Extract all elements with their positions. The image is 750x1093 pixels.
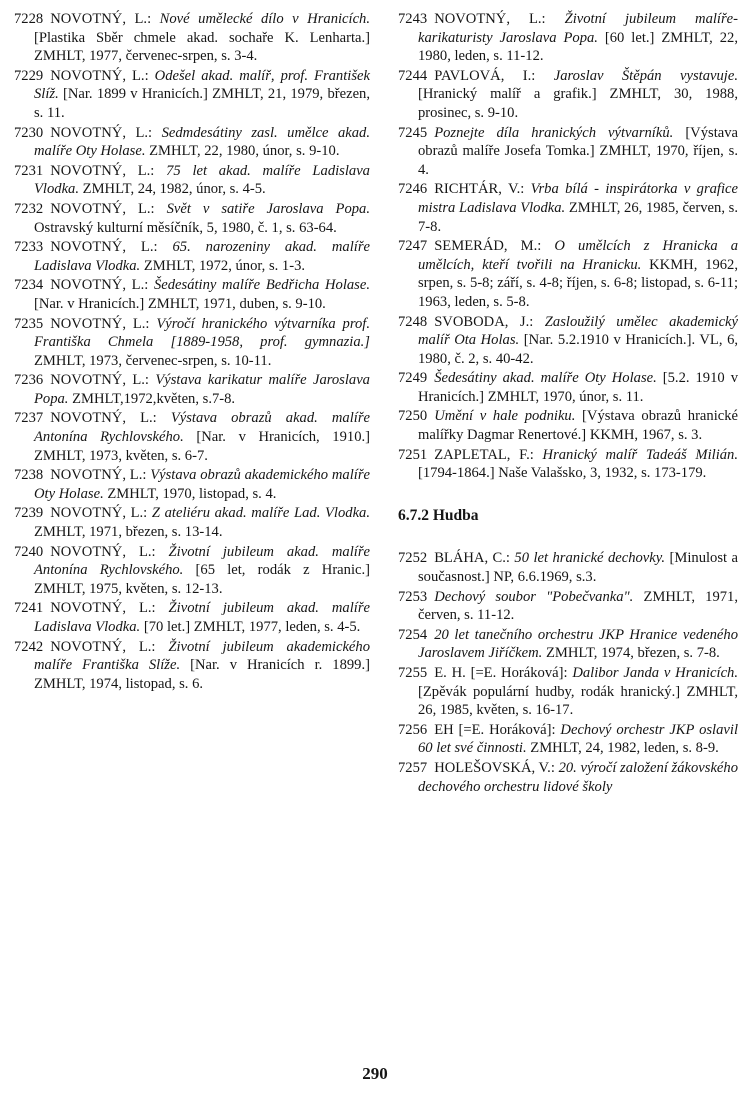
entry-number: 7229 [14, 67, 44, 84]
entry-details: ZMHLT, 1970, listopad, s. 4. [107, 485, 277, 502]
bibliography-entry [14, 504, 370, 541]
entry-number: 7254 [398, 626, 428, 643]
entry-title: Jaroslav Štěpán vystavuje. [553, 67, 738, 84]
entry-title: Poznejte díla hranických výtvarníků. [434, 124, 674, 141]
bibliography-entry [14, 315, 370, 371]
bibliography-entry [398, 369, 738, 406]
bibliography-entry [398, 237, 738, 311]
entry-author: NOVOTNÝ, L.: [50, 410, 157, 427]
bibliography-entry [398, 446, 738, 483]
entry-author: NOVOTNÝ, L.: [50, 315, 150, 332]
entry-details: [1794-1864.] Naše Valašsko, 3, 1932, s. 173-179. [418, 465, 707, 482]
entry-author: NOVOTNÝ, L.: [50, 200, 155, 217]
bibliography-entry [14, 409, 370, 465]
entry-title: Výstava obrazů akademického malíře Oty Holase. [34, 467, 370, 502]
entry-title: 75 let akad. malíře Ladislava Vlodka. [34, 162, 370, 198]
entry-details: [5.2. 1910 v Hranicích.] ZMHLT, 1970, únor, s. 11. [418, 370, 738, 405]
entry-title: 65. narozeniny akad. malíře Ladislava Vlodka. [34, 239, 370, 274]
entry-title: Dechový orchestr JKP oslavil 60 let své činnosti. [418, 721, 738, 757]
bibliography-entry [14, 238, 370, 275]
bibliography-entry [398, 664, 738, 720]
entry-author: HOLEŠOVSKÁ, V.: [434, 759, 555, 776]
entry-title: Sedmdesátiny zasl. umělce akad. malíře Oty Holase. [34, 124, 370, 160]
entry-number: 7237 [14, 410, 44, 427]
entry-title: 20. výročí založení žákovského dechového orchestru lidové školy [418, 759, 738, 795]
entry-details: [Minulost a současnost.] NP, 6.6.1969, s.3. [418, 550, 738, 586]
entry-author: NOVOTNÝ, L.: [50, 162, 155, 179]
entry-title: Hranický malíř Tadeáš Milián. [542, 446, 738, 463]
left-column [14, 10, 370, 694]
entry-details: [Zpěvák populární hudby, rodák hranický.] ZMHLT, 26, 1985, květen, s. 16-17. [418, 683, 738, 719]
entry-number: 7234 [14, 277, 44, 294]
entry-author: NOVOTNÝ, L.: [50, 600, 156, 617]
entry-details: [Nar. v Hranicích r. 1899.] ZMHLT, 1974, listopad, s. 6. [34, 657, 370, 692]
entry-details: [Hranický malíř a grafik.] ZMHLT, 30, 1988, prosinec, s. 9-10. [418, 86, 738, 121]
entry-title: Životní jubileum akad. malíře Antonína Rychlovského. [34, 543, 370, 579]
entry-details: [Nar. 5.2.1910 v Hranicích.]. VL, 6, 1980, č. 2, s. 40-42. [418, 332, 739, 367]
entry-details: [Výstava obrazů malíře Josefa Tomka.] ZMHLT, 1970, říjen, s. 4. [418, 124, 738, 178]
bibliography-entry [398, 588, 738, 625]
entry-number: 7236 [14, 372, 44, 389]
entry-title: 20 let tanečního orchestru JKP Hranice vedeného Jaroslavem Jiříčkem. [418, 626, 738, 662]
entry-number: 7232 [14, 200, 44, 217]
entry-title: Nové umělecké dílo v Hranicích. [159, 11, 370, 27]
entry-number: 7231 [14, 162, 44, 179]
entry-title: Zasloužilý umělec akademický malíř Ota Holas. [418, 313, 739, 349]
entry-author: NOVOTNÝ, L.: [50, 124, 153, 141]
bibliography-entry [14, 200, 370, 237]
entry-title: Odešel akad. malíř, prof. František Slíž. [34, 67, 370, 103]
entry-details: [60 let.] ZMHLT, 22, 1980, leden, s. 11-12. [418, 29, 738, 65]
entry-title: Šedesátiny malíře Bedřicha Holase. [153, 277, 370, 294]
entry-author: NOVOTNÝ, L.: [50, 505, 148, 522]
entry-title: Vrba bílá - inspirátorka v grafice mistra Ladislava Vlodka. [418, 181, 738, 216]
entry-number: 7250 [398, 408, 428, 425]
bibliography-entry [398, 721, 738, 758]
entry-title: O umělcích z Hranicka a umělcích, kteří tvořili na Hranicku. [418, 238, 738, 273]
entry-number: 7248 [398, 313, 428, 330]
entry-details: ZMHLT, 24, 1982, únor, s. 4-5. [82, 181, 266, 198]
section-heading: 6.7.2 Hudba [398, 506, 479, 524]
entry-title: Šedesátiny akad. malíře Oty Holase. [434, 370, 657, 387]
entry-details: [70 let.] ZMHLT, 1977, leden, s. 4-5. [143, 619, 361, 635]
entry-details: ZMHLT, 1974, březen, s. 7-8. [545, 645, 720, 662]
bibliography-entry [398, 10, 738, 66]
entry-details: ZMHLT, 26, 1985, červen, s. 7-8. [418, 199, 738, 235]
right-column [398, 10, 738, 797]
entry-number: 7241 [14, 600, 44, 617]
entry-title: Výstava karikatur malíře Jaroslava Popa. [34, 372, 370, 407]
entry-title: Dalibor Janda v Hranicích. [572, 665, 738, 681]
bibliography-entry [14, 543, 370, 599]
entry-title: Výročí hranického výtvarníka prof. Františka Chmela [1889-1958, prof. gymnazia.] [34, 315, 370, 351]
entry-number: 7243 [398, 11, 428, 27]
entry-details: ZMHLT, 1973, červenec-srpen, s. 10-11. [34, 352, 272, 369]
bibliography-entry [398, 124, 738, 180]
entry-title: Výstava obrazů akad. malíře Antonína Rychlovského. [34, 410, 370, 446]
entry-author: NOVOTNÝ, L.: [50, 543, 156, 560]
bibliography-entry [398, 549, 738, 586]
bibliography-entry [398, 407, 738, 444]
entry-author: PAVLOVÁ, I.: [434, 67, 536, 84]
entry-details: KKMH, 1962, srpen, s. 5-8; září, s. 4-8; říjen, s. 6-8; listopad, s. 6-11; 1963, leden, s. 5-8. [418, 256, 738, 310]
entry-author: BLÁHA, C.: [434, 550, 510, 567]
entry-number: 7239 [14, 505, 44, 522]
entry-number: 7242 [14, 638, 44, 655]
entry-details: [65 let, rodák z Hranic.] ZMHLT, 1975, květen, s. 12-13. [34, 562, 370, 597]
entry-number: 7238 [14, 467, 44, 484]
entry-details: [Nar. 1899 v Hranicích.] ZMHLT, 21, 1979, březen, s. 11. [34, 86, 370, 121]
entry-title: Z ateliéru akad. malíře Lad. Vlodka. [151, 505, 370, 522]
entry-number: 7235 [14, 315, 44, 332]
right-column-bottom [398, 549, 738, 796]
entry-number: 7228 [14, 11, 44, 27]
entry-number: 7240 [14, 543, 44, 560]
bibliography-entry [14, 10, 370, 66]
entry-title: Životní jubileum akad. malíře Ladislava Vlodka. [34, 600, 370, 635]
entry-author: E. H. [=E. Horáková]: [434, 665, 568, 681]
entry-number: 7253 [398, 588, 428, 605]
bibliography-entry [398, 67, 738, 123]
bibliography-entry [398, 180, 738, 236]
entry-author: RICHTÁR, V.: [434, 181, 525, 198]
bibliography-entry [14, 67, 370, 123]
entry-number: 7245 [398, 124, 428, 141]
entry-author: NOVOTNÝ, L.: [50, 67, 149, 84]
bibliography-entry [398, 626, 738, 663]
bibliography-entry [14, 638, 370, 694]
entry-title: Umění v hale podniku. [434, 408, 576, 425]
bibliography-entry [14, 162, 370, 199]
entry-title: 50 let hranické dechovky. [514, 550, 666, 567]
entry-details: [Výstava obrazů hranické malířky Dagmar Renertové.] KKMH, 1967, s. 3. [418, 408, 739, 444]
entry-details: ZMHLT, 22, 1980, únor, s. 9-10. [149, 143, 340, 160]
entry-details: ZMHLT, 1971, březen, s. 13-14. [34, 524, 223, 541]
entry-number: 7257 [398, 759, 428, 776]
entry-details: ZMHLT,1972,květen, s.7-8. [72, 390, 236, 407]
entry-author: SVOBODA, J.: [434, 313, 534, 330]
entry-number: 7247 [398, 238, 428, 255]
entry-details: Ostravský kulturní měsíčník, 5, 1980, č. 1, s. 63-64. [34, 219, 337, 236]
bibliography-entry [14, 371, 370, 408]
entry-author: SEMERÁD, M.: [434, 238, 542, 255]
entry-number: 7244 [398, 67, 428, 84]
entry-number: 7233 [14, 239, 44, 256]
bibliography-entry [398, 313, 738, 369]
entry-number: 7230 [14, 124, 44, 141]
bibliography-entry [398, 759, 738, 796]
entry-details: ZMHLT, 1971, červen, s. 11-12. [418, 588, 738, 624]
entry-number: 7252 [398, 550, 428, 567]
entry-title: Životní jubileum akademického malíře Františka Slíže. [34, 638, 370, 674]
entry-author: NOVOTNÝ, L.: [50, 638, 156, 655]
entry-details: ZMHLT, 1972, únor, s. 1-3. [143, 257, 306, 274]
entry-title: Dechový soubor "Pobečvanka". [434, 588, 634, 605]
entry-title: Životní jubileum malíře-karikaturisty Jaroslava Popa. [418, 11, 738, 46]
entry-number: 7246 [398, 181, 428, 198]
entry-author: NOVOTNÝ, L.: [50, 239, 158, 256]
right-column-top [398, 10, 738, 483]
entry-author: NOVOTNÝ, L.: [50, 11, 152, 27]
entry-author: ZAPLETAL, F.: [434, 446, 534, 463]
entry-number: 7249 [398, 370, 428, 387]
entry-number: 7256 [398, 721, 428, 738]
entry-author: NOVOTNÝ, L.: [434, 11, 546, 27]
entry-number: 7251 [398, 446, 428, 463]
entry-author: NOVOTNÝ, L.: [50, 277, 149, 294]
entry-details: [Nar. v Hranicích.] ZMHLT, 1971, duben, s. 9-10. [34, 295, 326, 312]
entry-number: 7255 [398, 665, 428, 681]
bibliography-entry [14, 599, 370, 636]
entry-details: [Plastika Sběr chmele akad. sochaře K. Lenharta.] ZMHLT, 1977, červenec-srpen, s. 3-4. [34, 29, 370, 65]
bibliography-entry [14, 276, 370, 313]
bibliography-entry [14, 466, 370, 503]
entry-title: Svět v satiře Jaroslava Popa. [166, 200, 370, 217]
entry-author: EH [=E. Horáková]: [434, 721, 556, 738]
entry-details: ZMHLT, 24, 1982, leden, s. 8-9. [530, 740, 719, 757]
entry-details: [Nar. v Hranicích, 1910.] ZMHLT, 1973, květen, s. 6-7. [34, 429, 370, 464]
entry-author: NOVOTNÝ, L.: [50, 467, 147, 484]
bibliography-entry [14, 124, 370, 161]
page-number: 290 [362, 1064, 388, 1083]
entry-author: NOVOTNÝ, L.: [50, 372, 149, 389]
